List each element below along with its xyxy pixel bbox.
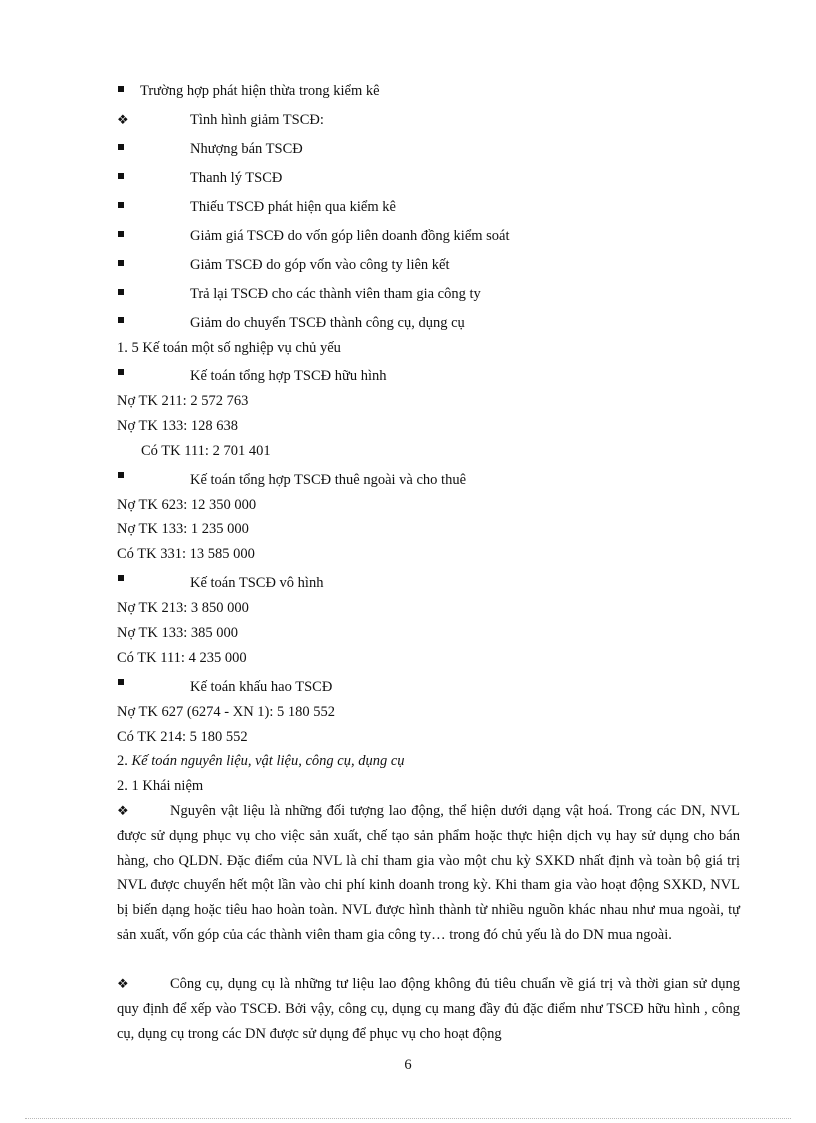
section-heading-2 bbox=[117, 752, 405, 770]
section-title: Kế toán nguyên liệu, vật liệu, công cụ, dụng cụ bbox=[131, 753, 405, 769]
square-bullet-icon bbox=[118, 679, 124, 685]
ledger-entry: Nợ TK 211: 2 572 763 bbox=[117, 393, 249, 409]
ledger-entry: Có TK 111: 4 235 000 bbox=[117, 650, 247, 666]
square-bullet-icon bbox=[118, 289, 124, 295]
square-bullet-icon bbox=[118, 575, 124, 581]
list-item: Trường hợp phát hiện thừa trong kiểm kê bbox=[140, 83, 380, 99]
square-bullet-icon bbox=[118, 231, 124, 237]
subsection-title-vo-hinh: Kế toán TSCĐ vô hình bbox=[190, 575, 324, 591]
paragraph-text: Công cụ, dụng cụ là những tư liệu lao động không đủ tiêu chuẩn về giá trị và thời gian sử dụng quy định để xếp vào TSCĐ. Bởi vậy, công cụ, dụng cụ mang đầy đủ đặc điểm như TSCĐ hữu hình , công cụ, dụng cụ trong các DN được sử dụng để phục vụ cho hoạt động bbox=[117, 976, 740, 1042]
square-bullet-icon bbox=[118, 260, 124, 266]
square-bullet-icon bbox=[118, 202, 124, 208]
ledger-entry: Nợ TK 133: 385 000 bbox=[117, 625, 238, 641]
page-bottom-divider bbox=[25, 1118, 791, 1119]
paragraph-ccdc bbox=[117, 972, 740, 1046]
square-bullet-icon bbox=[118, 369, 124, 375]
paragraph-nvl bbox=[117, 799, 740, 948]
diamond-bullet-icon: ❖ bbox=[117, 803, 129, 818]
list-item: Trả lại TSCĐ cho các thành viên tham gia công ty bbox=[190, 286, 481, 302]
paragraph-text: Nguyên vật liệu là những đối tượng lao động, thể hiện dưới dạng vật hoá. Trong các DN, NVL được sử dụng phục vụ cho việc sản xuất, chế tạo sản phẩm hoặc thực hiện dịch vụ hay sử dụng cho bán hàng, cho QLDN. Đặc điểm của NVL là chỉ tham gia vào một chu kỳ SXKD nhất định và toàn bộ giá trị NVL được chuyển hết một lần vào chi phí kinh doanh trong kỳ. Khi tham gia vào hoạt động SXKD, NVL bị biến dạng hoặc tiêu hao hoàn toàn. NVL được hình thành từ nhiều nguồn khác nhau như mua ngoài, tự sản xuất, vốn góp của các thành viên tham gia công ty… trong đó chủ yếu là do DN mua ngoài. bbox=[117, 803, 740, 943]
subsection-title-huu-hinh: Kế toán tổng hợp TSCĐ hữu hình bbox=[190, 368, 387, 384]
diamond-bullet-icon: ❖ bbox=[117, 976, 129, 991]
ledger-entry: Có TK 331: 13 585 000 bbox=[117, 546, 255, 562]
ledger-entry: Nợ TK 623: 12 350 000 bbox=[117, 497, 257, 513]
ledger-entry: Nợ TK 133: 1 235 000 bbox=[117, 521, 249, 537]
square-bullet-icon bbox=[118, 317, 124, 323]
ledger-entry: Nợ TK 213: 3 850 000 bbox=[117, 600, 249, 616]
ledger-entry: Có TK 111: 2 701 401 bbox=[141, 443, 271, 459]
ledger-entry: Nợ TK 627 (6274 - XN 1): 5 180 552 bbox=[117, 704, 336, 720]
square-bullet-icon bbox=[118, 472, 124, 478]
subsection-title-thue-ngoai: Kế toán tổng hợp TSCĐ thuê ngoài và cho thuê bbox=[190, 472, 467, 488]
section-number: 2. bbox=[117, 753, 128, 769]
square-bullet-icon bbox=[118, 173, 124, 179]
list-item: Giảm do chuyển TSCĐ thành công cụ, dụng cụ bbox=[190, 315, 465, 331]
ledger-entry: Có TK 214: 5 180 552 bbox=[117, 729, 248, 745]
section-heading-1-5: 1. 5 Kế toán một số nghiệp vụ chủ yếu bbox=[117, 340, 341, 356]
page-number: 6 bbox=[404, 1057, 412, 1073]
list-item: Giảm TSCĐ do góp vốn vào công ty liên kết bbox=[190, 257, 450, 273]
section-heading-2-1: 2. 1 Khái niệm bbox=[117, 778, 204, 794]
ledger-entry: Nợ TK 133: 128 638 bbox=[117, 418, 238, 434]
list-item: Tình hình giảm TSCĐ: bbox=[190, 112, 324, 128]
diamond-bullet-icon: ❖ bbox=[117, 112, 129, 127]
list-item: Thanh lý TSCĐ bbox=[190, 170, 283, 186]
square-bullet-icon bbox=[118, 144, 124, 150]
square-bullet-icon bbox=[118, 86, 124, 92]
list-item: Nhượng bán TSCĐ bbox=[190, 141, 303, 157]
list-item: Thiếu TSCĐ phát hiện qua kiểm kê bbox=[190, 199, 396, 215]
list-item: Giảm giá TSCĐ do vốn góp liên doanh đồng kiểm soát bbox=[190, 228, 510, 244]
subsection-title-khau-hao: Kế toán khấu hao TSCĐ bbox=[190, 679, 333, 695]
